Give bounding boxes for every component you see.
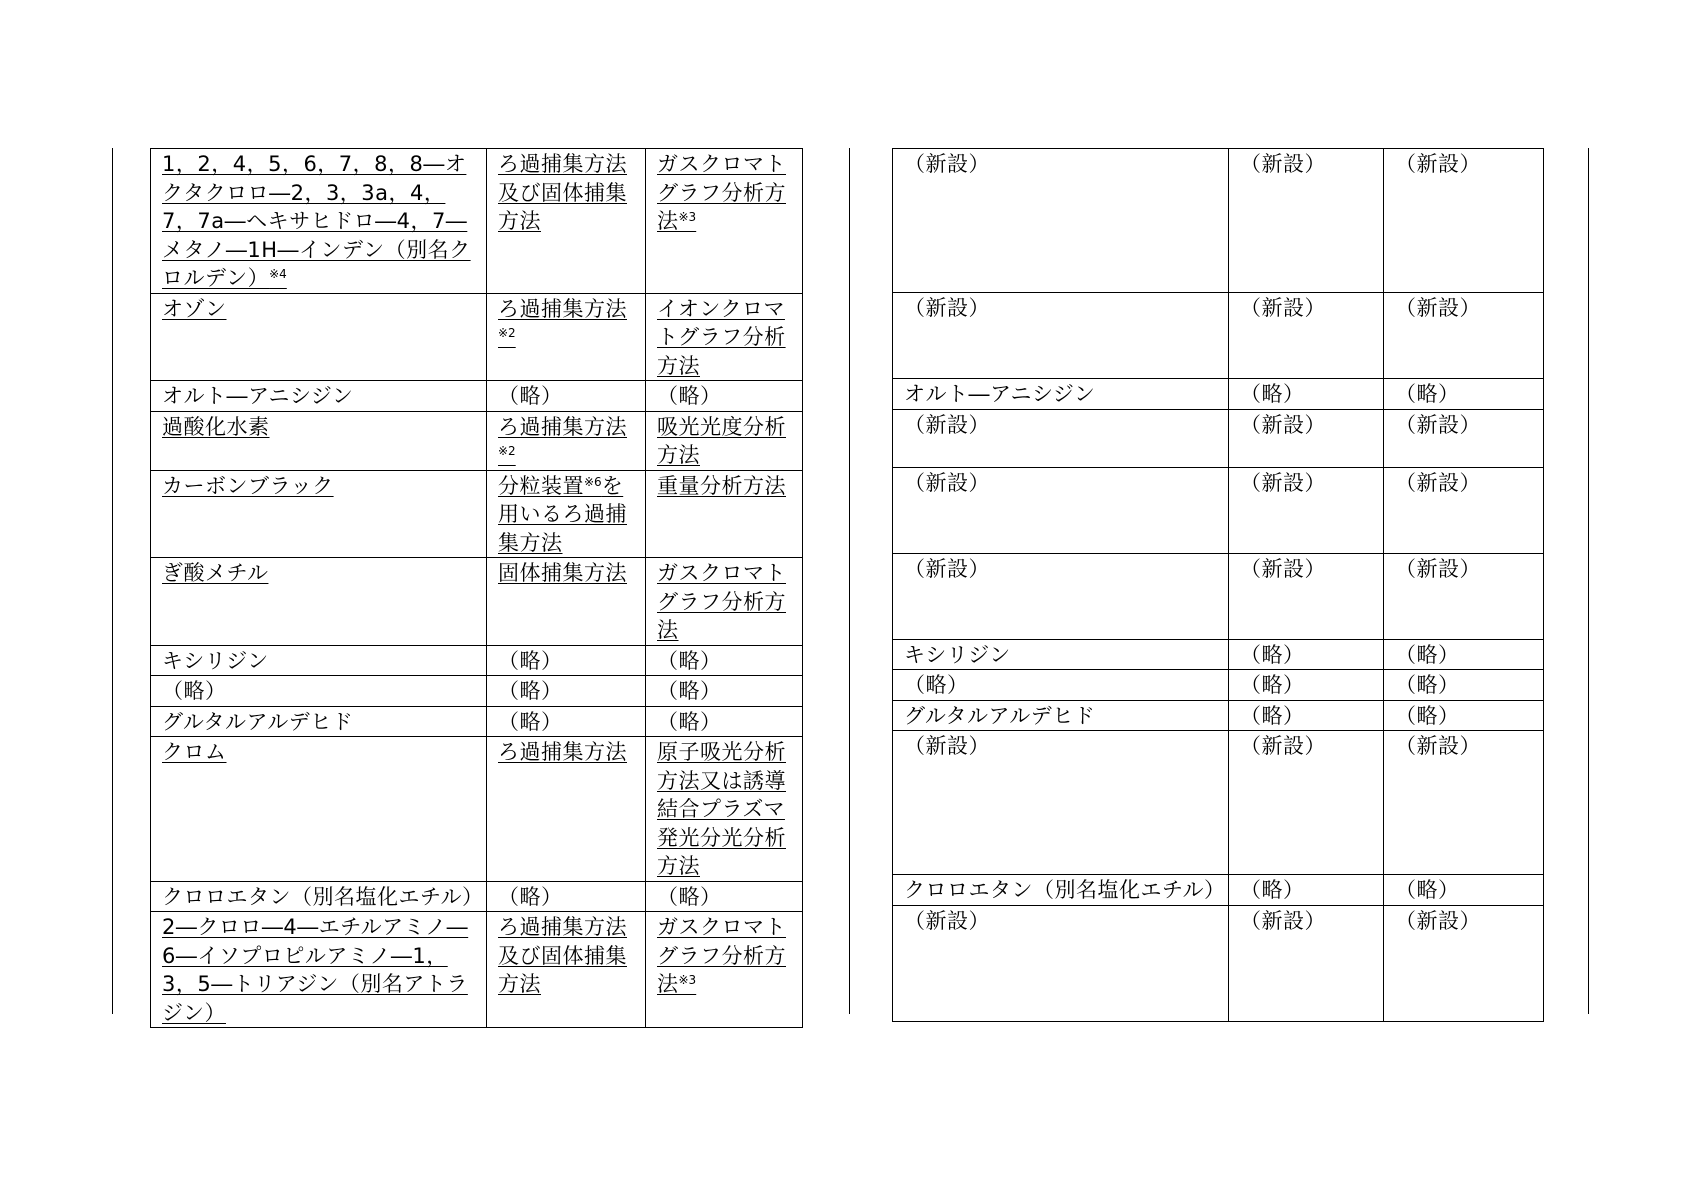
- cell-text: （略）: [1240, 878, 1305, 902]
- footnote-marker: ※2: [498, 326, 516, 340]
- current-cell-sampling-method: [1229, 467, 1384, 553]
- cell-text: ガスクロマトグラフ分析方法: [657, 561, 786, 642]
- cell-text: （略）: [657, 648, 722, 673]
- current-cell-substance: [893, 670, 1229, 701]
- cell-text: （新設）: [1240, 908, 1326, 933]
- current-cell-sampling-method: [1229, 379, 1384, 410]
- cell-text: ガスクロマトグラフ分析方法$^{※3}$: [657, 915, 786, 996]
- revised-row: [151, 558, 803, 646]
- cell-text: 重量分析方法: [657, 473, 786, 498]
- cell-text: （新設）: [904, 734, 990, 758]
- revised-cell-sampling-method: [487, 381, 646, 412]
- revised-cell-sampling-method: [487, 645, 646, 676]
- revised-cell-sampling-method: [487, 558, 646, 646]
- current-cell-substance: [893, 293, 1229, 379]
- current-cell-sampling-method: [1229, 293, 1384, 379]
- cell-text: （略）: [657, 884, 722, 909]
- cell-text: （略）: [498, 709, 563, 734]
- cell-text: （新設）: [1240, 734, 1326, 758]
- current-row: [893, 379, 1544, 410]
- cell-text: （新設）: [1395, 556, 1481, 581]
- current-row: [893, 293, 1544, 379]
- cell-text: （新設）: [1240, 152, 1326, 176]
- footnote-marker: ※3: [678, 973, 697, 987]
- cell-text: （略）: [1240, 703, 1305, 728]
- cell-text: （略）: [657, 679, 722, 703]
- cell-text: 吸光光度分析方法: [657, 414, 786, 467]
- center-rule-right: [1588, 148, 1589, 1014]
- revised-cell-substance: [151, 558, 487, 646]
- revised-row: [151, 912, 803, 1028]
- cell-text: グルタルアルデヒド: [904, 703, 1096, 728]
- current-cell-substance: [893, 149, 1229, 293]
- current-cell-substance: [893, 639, 1229, 670]
- revised-row: [151, 676, 803, 707]
- current-cell-sampling-method: [1229, 670, 1384, 701]
- revised-cell-sampling-method: [487, 676, 646, 707]
- cell-text: クロロエタン（別名塩化エチル）: [904, 878, 1226, 902]
- current-cell-analysis-method: [1384, 553, 1544, 639]
- footnote-marker: ※4: [269, 267, 287, 281]
- cell-text: （新設）: [1240, 412, 1326, 437]
- current-cell-sampling-method: [1229, 700, 1384, 731]
- cell-text: キシリジン: [162, 648, 269, 673]
- current-cell-substance: [893, 553, 1229, 639]
- current-cell-sampling-method: [1229, 409, 1384, 467]
- cell-text: （略）: [162, 679, 227, 703]
- current-cell-analysis-method: [1384, 409, 1544, 467]
- revised-cell-analysis-method: [646, 645, 803, 676]
- cell-text: （略）: [498, 679, 563, 703]
- current-row: [893, 700, 1544, 731]
- cell-text: （新設）: [1395, 412, 1481, 437]
- revised-cell-substance: [151, 381, 487, 412]
- cell-text: （略）: [1395, 878, 1460, 902]
- current-row: [893, 149, 1544, 293]
- cell-text: （略）: [1240, 382, 1305, 406]
- cell-text: （新設）: [1240, 556, 1326, 581]
- revised-table: [150, 148, 803, 1028]
- cell-text: （新設）: [1395, 908, 1481, 933]
- current-cell-analysis-method: [1384, 149, 1544, 293]
- revised-cell-analysis-method: [646, 411, 803, 470]
- current-cell-substance: [893, 905, 1229, 1021]
- revised-cell-sampling-method: [487, 912, 646, 1028]
- current-row: [893, 731, 1544, 875]
- revised-cell-analysis-method: [646, 912, 803, 1028]
- current-row: [893, 670, 1544, 701]
- cell-text: （新設）: [1240, 296, 1326, 320]
- current-cell-analysis-method: [1384, 293, 1544, 379]
- current-row: [893, 905, 1544, 1021]
- cell-text: 2―クロロ―4―エチルアミノ―6―イソプロピルアミノ―1，3，5―トリアジン（別名アトラジン）: [162, 915, 469, 1025]
- current-cell-substance: [893, 409, 1229, 467]
- revised-row: [151, 737, 803, 882]
- cell-text: ろ過捕集方法: [498, 740, 627, 764]
- cell-text: 過酸化水素: [162, 414, 270, 439]
- cell-text: ろ過捕集方法$^{※2}$: [498, 414, 627, 458]
- revised-cell-sampling-method: [487, 737, 646, 882]
- current-cell-sampling-method: [1229, 553, 1384, 639]
- revised-cell-substance: [151, 470, 487, 558]
- revised-row: [151, 149, 803, 294]
- revised-cell-substance: [151, 293, 487, 381]
- revised-cell-substance: [151, 149, 487, 294]
- cell-text: 分粒装置$^{※6}$を用いるろ過捕集方法: [498, 473, 627, 555]
- cell-text: 1，2，4，5，6，7，8，8―オクタクロロ―2，3，3a，4，7，7a―ヘキサヒドロ―4，7―メタノ―1H―インデン（別名クロルデン）$^{※4}$: [162, 152, 471, 290]
- revised-cell-substance: [151, 676, 487, 707]
- cell-text: （略）: [657, 709, 722, 734]
- revised-cell-sampling-method: [487, 706, 646, 737]
- cell-text: キシリジン: [904, 642, 1011, 667]
- cell-text: （略）: [498, 884, 563, 909]
- revised-cell-analysis-method: [646, 558, 803, 646]
- cell-text: （略）: [1395, 642, 1460, 667]
- revised-row: [151, 706, 803, 737]
- cell-text: （新設）: [1395, 470, 1481, 495]
- cell-text: ぎ酸メチル: [162, 561, 269, 585]
- cell-text: ガスクロマトグラフ分析方法$^{※3}$: [657, 152, 786, 233]
- current-cell-substance: [893, 700, 1229, 731]
- revised-cell-analysis-method: [646, 149, 803, 294]
- cell-text: グルタルアルデヒド: [162, 709, 354, 734]
- current-cell-analysis-method: [1384, 731, 1544, 875]
- revised-cell-analysis-method: [646, 737, 803, 882]
- cell-text: ろ過捕集方法及び固体捕集方法: [498, 152, 627, 233]
- current-cell-sampling-method: [1229, 905, 1384, 1021]
- cell-text: （略）: [1395, 673, 1460, 697]
- current-table-body: [893, 149, 1544, 1022]
- cell-text: ろ過捕集方法$^{※2}$: [498, 296, 627, 340]
- revised-cell-substance: [151, 912, 487, 1028]
- cell-text: イオンクロマトグラフ分析方法: [657, 296, 786, 378]
- current-row: [893, 875, 1544, 906]
- current-cell-analysis-method: [1384, 905, 1544, 1021]
- cell-text: （新設）: [1395, 296, 1481, 320]
- revised-cell-sampling-method: [487, 293, 646, 381]
- current-row: [893, 553, 1544, 639]
- revised-cell-sampling-method: [487, 881, 646, 912]
- revised-cell-substance: [151, 645, 487, 676]
- cell-text: クロロエタン（別名塩化エチル）: [162, 884, 484, 909]
- current-cell-sampling-method: [1229, 639, 1384, 670]
- revised-cell-substance: [151, 737, 487, 882]
- cell-text: カーボンブラック: [162, 473, 334, 498]
- current-cell-analysis-method: [1384, 467, 1544, 553]
- current-row: [893, 409, 1544, 467]
- revised-cell-analysis-method: [646, 293, 803, 381]
- revised-cell-analysis-method: [646, 381, 803, 412]
- cell-text: （略）: [904, 673, 969, 697]
- footnote-marker: ※3: [678, 210, 697, 224]
- current-table: [892, 148, 1544, 1022]
- cell-text: （新設）: [1240, 470, 1326, 495]
- current-cell-analysis-method: [1384, 379, 1544, 410]
- cell-text: 固体捕集方法: [498, 561, 627, 585]
- footnote-marker: ※2: [498, 444, 516, 458]
- cell-text: （略）: [1395, 703, 1460, 728]
- revised-row: [151, 470, 803, 558]
- current-cell-sampling-method: [1229, 875, 1384, 906]
- cell-text: （新設）: [904, 470, 990, 495]
- cell-text: ろ過捕集方法及び固体捕集方法: [498, 915, 627, 996]
- current-cell-substance: [893, 731, 1229, 875]
- revised-cell-sampling-method: [487, 411, 646, 470]
- cell-text: クロム: [162, 740, 227, 764]
- revised-cell-substance: [151, 881, 487, 912]
- revised-row: [151, 411, 803, 470]
- left-margin-rule: [112, 148, 113, 1014]
- cell-text: （新設）: [904, 556, 990, 581]
- revised-cell-analysis-method: [646, 470, 803, 558]
- cell-text: オルト―アニシジン: [162, 384, 354, 408]
- cell-text: （新設）: [1395, 734, 1481, 758]
- current-cell-analysis-method: [1384, 639, 1544, 670]
- cell-text: （略）: [498, 648, 563, 673]
- current-cell-analysis-method: [1384, 700, 1544, 731]
- cell-text: （略）: [498, 384, 563, 408]
- cell-text: （略）: [657, 384, 722, 408]
- cell-text: （新設）: [904, 152, 990, 176]
- cell-text: （新設）: [904, 412, 990, 437]
- cell-text: （略）: [1240, 673, 1305, 697]
- revised-row: [151, 381, 803, 412]
- revised-table-body: [151, 149, 803, 1028]
- revised-cell-substance: [151, 706, 487, 737]
- revised-row: [151, 645, 803, 676]
- revised-row: [151, 293, 803, 381]
- current-cell-analysis-method: [1384, 670, 1544, 701]
- current-cell-substance: [893, 379, 1229, 410]
- cell-text: オゾン: [162, 296, 227, 321]
- current-cell-analysis-method: [1384, 875, 1544, 906]
- revised-cell-substance: [151, 411, 487, 470]
- cell-text: （新設）: [904, 908, 990, 933]
- revised-row: [151, 881, 803, 912]
- cell-text: （略）: [1395, 382, 1460, 406]
- current-cell-substance: [893, 467, 1229, 553]
- cell-text: オルト―アニシジン: [904, 382, 1096, 406]
- revised-cell-analysis-method: [646, 676, 803, 707]
- current-cell-substance: [893, 875, 1229, 906]
- cell-text: 原子吸光分析方法又は誘導結合プラズマ発光分光分析方法: [657, 740, 786, 878]
- current-cell-sampling-method: [1229, 731, 1384, 875]
- current-row: [893, 639, 1544, 670]
- current-row: [893, 467, 1544, 553]
- center-rule-left: [849, 148, 850, 1014]
- footnote-marker: ※6: [584, 474, 602, 489]
- revised-cell-analysis-method: [646, 881, 803, 912]
- cell-text: （新設）: [904, 296, 990, 320]
- revised-cell-analysis-method: [646, 706, 803, 737]
- cell-text: （略）: [1240, 642, 1305, 667]
- revised-cell-sampling-method: [487, 149, 646, 294]
- cell-text: （新設）: [1395, 152, 1481, 176]
- current-cell-sampling-method: [1229, 149, 1384, 293]
- revised-cell-sampling-method: [487, 470, 646, 558]
